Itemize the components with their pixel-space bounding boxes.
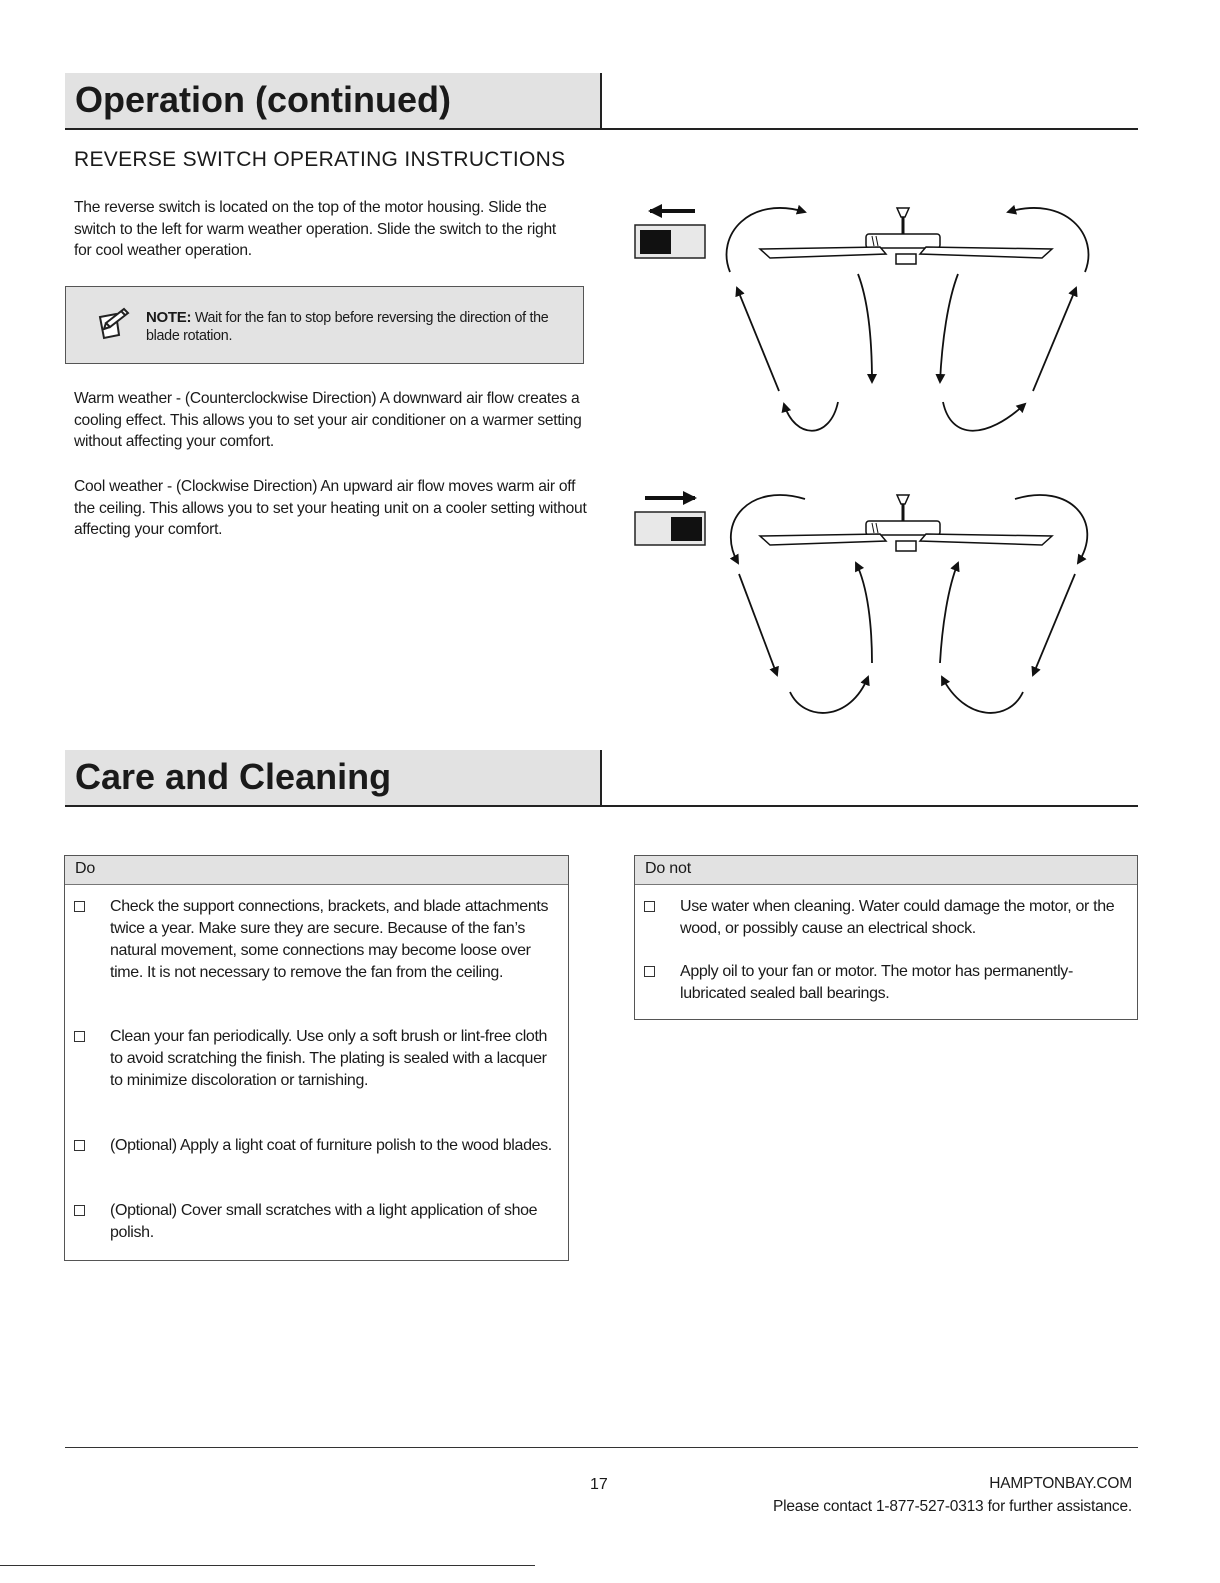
do-header-label: Do [75,860,96,877]
warm-weather-diagram [635,208,1088,431]
do-item-text: (Optional) Cover small scratches with a light application of shoe polish. [110,1202,538,1241]
fan-airflow-diagram [620,190,1120,730]
checkbox-icon [644,901,655,912]
operation-section-header [65,73,1138,130]
note-box [65,286,584,364]
care-section-header [65,750,1138,807]
header-rule [65,128,1138,130]
do-item-text: Clean your fan periodically. Use only a soft brush or lint-free cloth to avoid scratching the finish. The plating is sealed with a lacquer to minimize discoloration or tarnishing. [110,1028,548,1089]
do-item-text: (Optional) Apply a light coat of furniture polish to the wood blades. [110,1137,552,1154]
do-item [110,1200,560,1244]
checkbox-icon [74,901,85,912]
switch-knob-left [640,230,671,254]
do-not-header-label: Do not [645,860,691,877]
footer-rule [65,1447,1138,1448]
operation-title: Operation (continued) [75,79,451,120]
do-not-item [680,896,1130,940]
cool-weather-paragraph: Cool weather - (Clockwise Direction) An upward air flow moves warm air off the ceiling. This allows you to set your heating unit on a cooler setting without affecting your comfort. [74,478,587,538]
care-title: Care and Cleaning [75,756,392,797]
do-item-text: Check the support connections, brackets, and blade attachments twice a year. Make sure they are secure. Because of the fan’s natural movement, some connections may become loose over time. It is not necessary to remove the fan from the ceiling. [110,898,549,981]
footer-website: HAMPTONBAY.COM [989,1475,1132,1492]
checkbox-icon [74,1205,85,1216]
do-item [110,896,560,984]
do-not-item [680,961,1130,1005]
do-table-header [65,856,568,885]
warm-weather-paragraph: Warm weather - (Counterclockwise Direction) A downward air flow creates a cooling effect. This allows you to set your air conditioner on a warmer setting without affecting your comfort. [74,390,582,450]
ceiling-fan-icon [760,208,1052,264]
checkbox-icon [74,1031,85,1042]
checkbox-icon [74,1140,85,1151]
switch-knob-right [671,517,702,541]
ceiling-fan-icon [760,495,1052,551]
do-item [110,1026,560,1092]
do-item [110,1135,560,1157]
note-text: Wait for the fan to stop before reversing the direction of the blade rotation. [146,310,549,344]
intro-paragraph: The reverse switch is located on the top of the motor housing. Slide the switch to the left for warm weather operation. Slide the switch to the right for cool weather operation. [74,199,556,259]
do-not-table-header [635,856,1137,885]
do-not-table [634,855,1138,1020]
footer-contact: Please contact 1-877-527-0313 for further assistance. [772,1498,1132,1515]
note-label: NOTE: [146,309,192,326]
do-not-item-text: Use water when cleaning. Water could damage the motor, or the wood, or possibly cause an electrical shock. [680,898,1115,937]
cool-weather-diagram [635,495,1087,713]
note-pencil-icon [92,305,132,345]
do-table [64,855,569,1261]
note-text-block [146,309,576,345]
header-rule [65,805,1138,807]
checkbox-icon [644,966,655,977]
page-bottom-line [0,1565,535,1566]
do-not-item-text: Apply oil to your fan or motor. The motor has permanently-lubricated sealed ball bearings. [680,963,1073,1002]
reverse-switch-subheading: REVERSE SWITCH OPERATING INSTRUCTIONS [74,148,566,171]
page-number: 17 [590,1476,608,1493]
